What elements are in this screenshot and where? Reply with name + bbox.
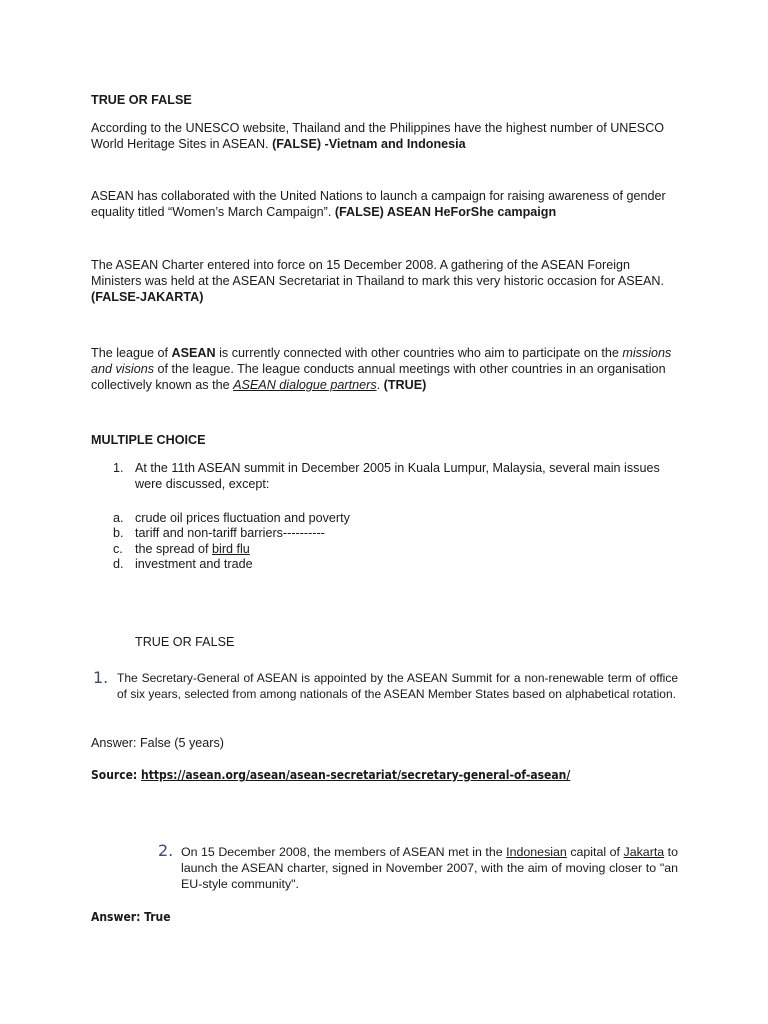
question-text: According to the UNESCO website, Thailand and the Philippines have the highest number of UNESCO World Heritage Sites in ASEAN. — [91, 121, 665, 151]
section-heading-true-false-2: TRUE OR FALSE — [135, 635, 235, 649]
indonesian-link[interactable]: Indonesian — [506, 845, 567, 859]
option-letter: d. — [113, 557, 124, 571]
question-unesco — [91, 120, 691, 152]
answer-text: (FALSE) ASEAN HeForShe campaign — [334, 205, 557, 219]
option-c — [135, 541, 250, 557]
charter-text-part: On 15 December 2008, the members of ASEAN met in the — [181, 845, 507, 859]
secretary-general-text: The Secretary-General of ASEAN is appointed by the ASEAN Summit for a non-renewable term of office of six years, selected from among nationals of the ASEAN Member States based on alphabetical rotation. — [117, 671, 678, 701]
section-heading-multiple-choice: MULTIPLE CHOICE — [91, 433, 206, 447]
source-label: Source: — [91, 768, 142, 782]
question-heforshe — [91, 188, 691, 220]
option-d: investment and trade — [135, 557, 253, 571]
question-text: The ASEAN Charter entered into force on 15 December 2008. A gathering of the ASEAN Foreign Ministers was held at the ASEAN Secretariat in Thailand to mark this very historic occasion for ASEAN. — [91, 258, 665, 288]
question-text: The league of — [91, 346, 172, 360]
missions-term: missions and visions — [91, 346, 672, 376]
option-text: the spread of — [135, 542, 213, 556]
answer-text: (FALSE-JAKARTA) — [91, 290, 204, 304]
jakarta-link[interactable]: Jakarta — [623, 845, 665, 859]
question-charter — [91, 257, 681, 305]
answer-line: Answer: False (5 years) — [91, 736, 224, 750]
asean-term: ASEAN — [171, 346, 216, 360]
answer-text: (TRUE) — [383, 378, 427, 392]
charter-text — [181, 844, 678, 892]
dialogue-partners-term: ASEAN dialogue partners — [233, 378, 377, 392]
option-a: crude oil prices fluctuation and poverty — [135, 511, 350, 525]
item-number: 1. — [93, 668, 109, 687]
option-letter: b. — [113, 526, 124, 540]
mc-question-number: 1. — [113, 461, 124, 475]
answer-text: (FALSE) -Vietnam and Indonesia — [272, 137, 466, 151]
question-text: ASEAN has collaborated with the United Nations to launch a campaign for raising awareness of gender equality titled “Women’s March Campaign”. — [91, 189, 666, 219]
question-text: is currently connected with other countries who aim to participate on the — [215, 346, 623, 360]
source-link[interactable]: https://asean.org/asean/asean-secretariat/secretary-general-of-asean/ — [141, 768, 571, 782]
section-heading-true-false: TRUE OR FALSE — [91, 93, 192, 107]
question-text: . — [376, 378, 384, 392]
bird-flu-link[interactable]: bird flu — [212, 542, 250, 556]
charter-text-part: to launch the ASEAN charter, signed in November 2007, with the aim of moving closer to "an EU-style community". — [181, 845, 679, 891]
option-letter: a. — [113, 511, 124, 525]
source-line — [91, 768, 570, 782]
option-b: tariff and non-tariff barriers---------- — [135, 526, 325, 540]
answer-line: Answer: True — [91, 910, 171, 924]
mc-question-text: At the 11th ASEAN summit in December 2005 in Kuala Lumpur, Malaysia, several main issues were discussed, except: — [135, 461, 660, 491]
item-number: 2. — [158, 841, 174, 860]
charter-text-part: capital of — [566, 845, 624, 859]
question-text: of the league. The league conducts annual meetings with other countries in an organisation collectively known as the — [91, 362, 666, 392]
option-letter: c. — [113, 542, 123, 556]
question-dialogue-partners — [91, 345, 691, 393]
